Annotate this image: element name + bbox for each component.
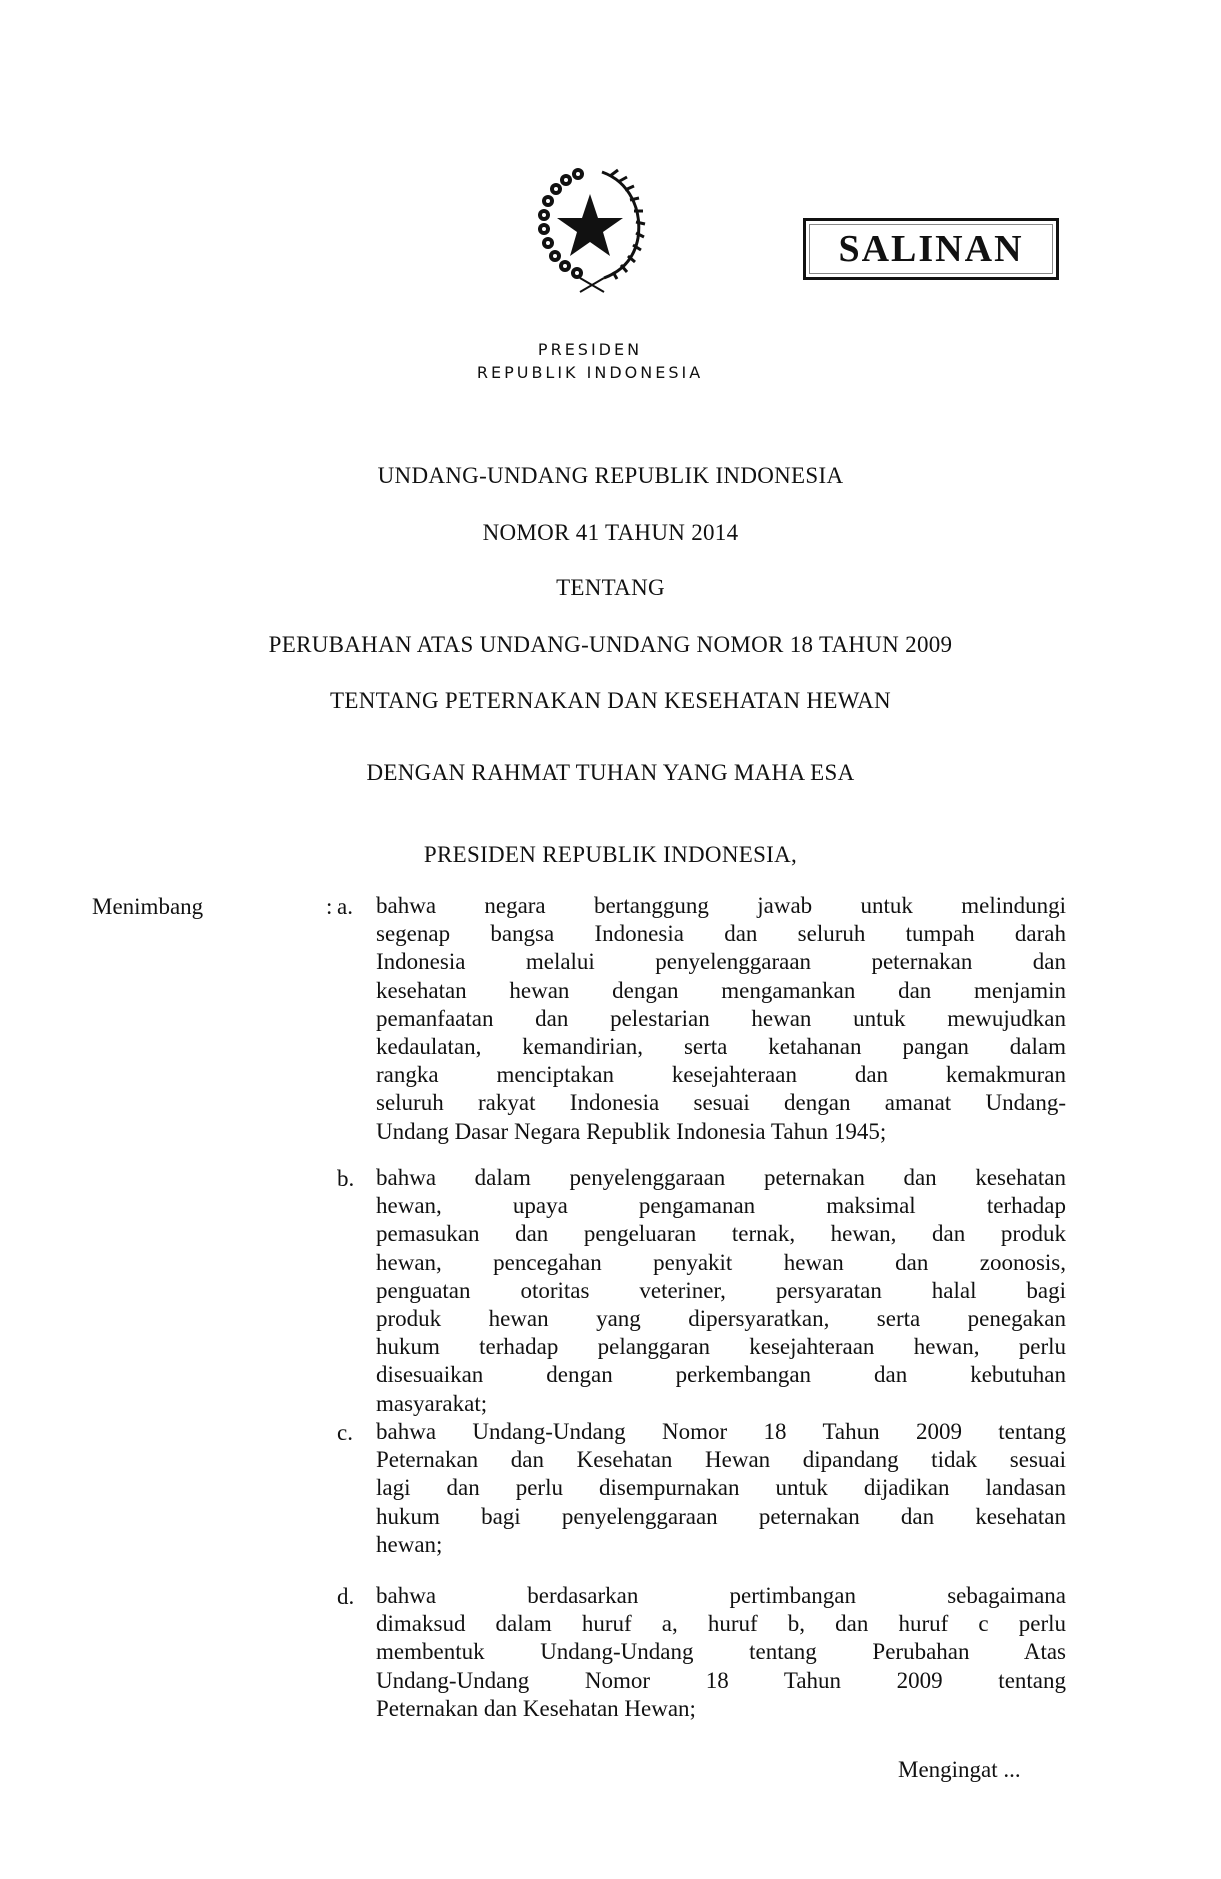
- text-line: hewan, pencegahan penyakit hewan dan zoonosis,: [376, 1249, 1066, 1275]
- text-line: hukum terhadap pelanggaran kesejahteraan hewan, perlu: [376, 1334, 1066, 1360]
- text-line: Undang Dasar Negara Republik Indonesia Tahun 1945;: [376, 1118, 887, 1144]
- menimbang-label: Menimbang: [92, 894, 204, 919]
- item-d-text: [376, 1582, 1066, 1723]
- text-line: rangka menciptakan kesejahteraan dan kemakmuran: [376, 1062, 1066, 1088]
- text-line: pemasukan dan pengeluaran ternak, hewan, dan produk: [376, 1221, 1066, 1247]
- text-line: produk hewan yang dipersyaratkan, serta penegakan: [376, 1306, 1066, 1332]
- invocation: DENGAN RAHMAT TUHAN YANG MAHA ESA: [366, 760, 855, 785]
- law-title: UNDANG-UNDANG REPUBLIK INDONESIA: [377, 463, 844, 488]
- item-c-text: [376, 1418, 1066, 1559]
- text-line: bahwa dalam penyelenggaraan peternakan dan kesehatan: [376, 1165, 1066, 1190]
- presidential-emblem-icon: [520, 160, 660, 300]
- item-d-letter: d.: [337, 1584, 355, 1609]
- text-line: masyarakat;: [376, 1390, 488, 1416]
- header-presiden: PRESIDEN: [537, 340, 643, 359]
- text-line: bahwa berdasarkan pertimbangan sebagaimana: [376, 1583, 1066, 1608]
- issuer: PRESIDEN REPUBLIK INDONESIA,: [423, 842, 798, 867]
- text-line: hewan, upaya pengamanan maksimal terhadap: [376, 1193, 1066, 1219]
- text-line: hewan;: [376, 1531, 443, 1557]
- text-line: Peternakan dan Kesehatan Hewan;: [376, 1695, 696, 1721]
- text-line: membentuk Undang-Undang tentang Perubahan Atas: [376, 1639, 1066, 1665]
- menimbang-colon: :: [326, 894, 333, 919]
- law-subject: PERUBAHAN ATAS UNDANG-UNDANG NOMOR 18 TAHUN 2009: [268, 632, 953, 657]
- law-tentang: TENTANG: [556, 575, 665, 600]
- text-line: dimaksud dalam huruf a, huruf b, dan huruf c perlu: [376, 1611, 1066, 1637]
- header-republik-indonesia: REPUBLIK INDONESIA: [476, 363, 704, 382]
- text-line: hukum bagi penyelenggaraan peternakan dan kesehatan: [376, 1503, 1066, 1529]
- text-line: lagi dan perlu disempurnakan untuk dijadikan landasan: [376, 1475, 1066, 1501]
- stamp-inner-border: [809, 224, 1053, 274]
- item-b-letter: b.: [337, 1166, 355, 1191]
- text-line: penguatan otoritas veteriner, persyaratan halal bagi: [376, 1277, 1066, 1303]
- item-a-text: [376, 892, 1066, 1146]
- item-b-text: [376, 1164, 1066, 1418]
- text-line: segenap bangsa Indonesia dan seluruh tumpah darah: [376, 921, 1066, 947]
- text-line: disesuaikan dengan perkembangan dan kebutuhan: [376, 1362, 1066, 1388]
- text-line: kedaulatan, kemandirian, serta ketahanan pangan dalam: [376, 1034, 1066, 1060]
- text-line: Undang-Undang Nomor 18 Tahun 2009 tentang: [376, 1667, 1066, 1693]
- text-line: bahwa Undang-Undang Nomor 18 Tahun 2009 tentang: [376, 1419, 1066, 1444]
- law-number: NOMOR 41 TAHUN 2014: [482, 520, 739, 545]
- salinan-stamp: [803, 218, 1059, 280]
- item-c-letter: c.: [337, 1420, 353, 1445]
- continuation-marker: Mengingat ...: [898, 1757, 1021, 1782]
- text-line: Peternakan dan Kesehatan Hewan dipandang tidak sesuai: [376, 1447, 1066, 1473]
- text-line: Indonesia melalui penyelenggaraan peternakan dan: [376, 949, 1066, 975]
- text-line: pemanfaatan dan pelestarian hewan untuk mewujudkan: [376, 1005, 1066, 1031]
- stamp-label: SALINAN: [838, 228, 1024, 270]
- text-line: bahwa negara bertanggung jawab untuk melindungi: [376, 893, 1066, 918]
- item-a-letter: a.: [337, 894, 353, 919]
- text-line: kesehatan hewan dengan mengamankan dan menjamin: [376, 977, 1066, 1003]
- law-subject-2: TENTANG PETERNAKAN DAN KESEHATAN HEWAN: [330, 688, 891, 713]
- text-line: seluruh rakyat Indonesia sesuai dengan amanat Undang-: [376, 1090, 1066, 1116]
